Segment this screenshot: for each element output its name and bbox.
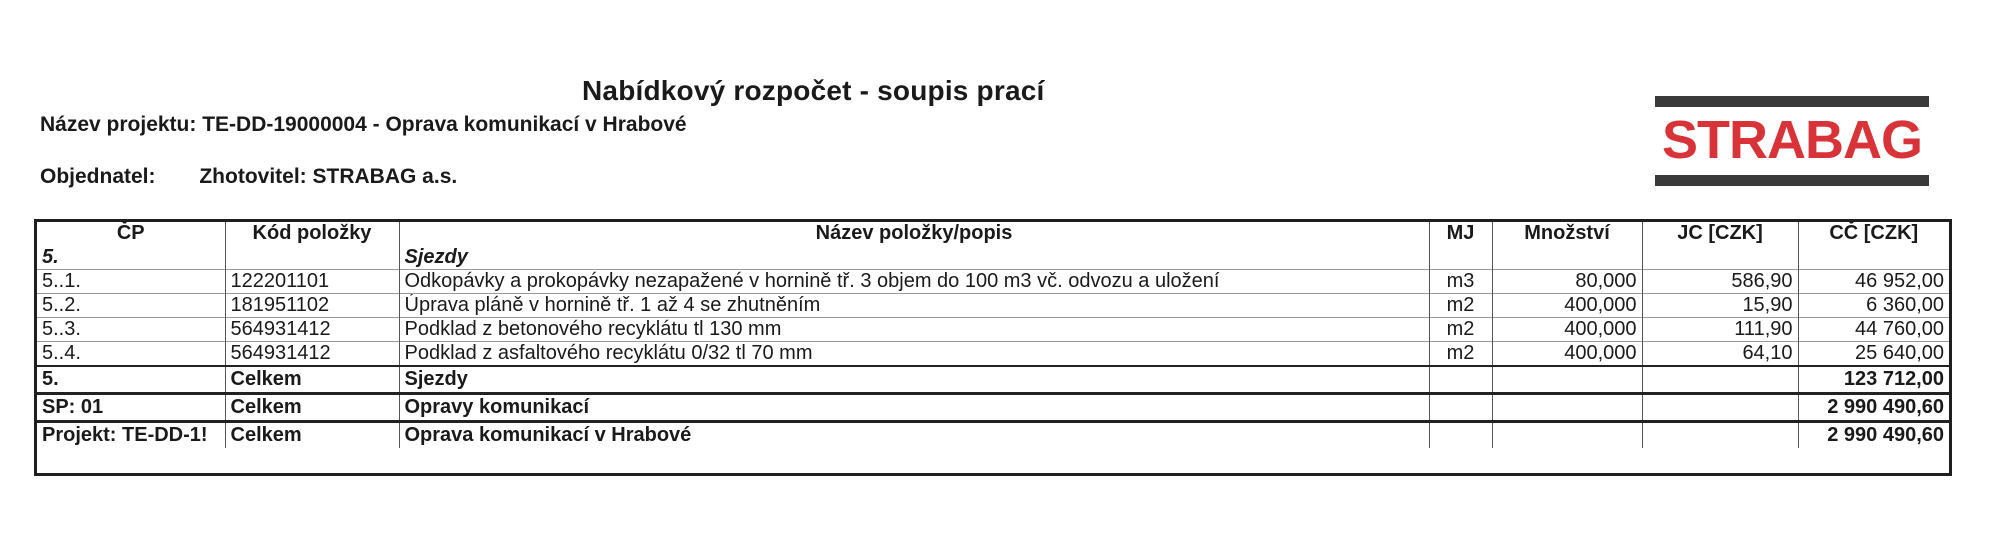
- item-total-price: 25 640,00: [1798, 342, 1949, 367]
- client-contractor-line: [40, 165, 457, 189]
- table-row: [37, 294, 1949, 318]
- item-name: Podklad z asfaltového recyklátu 0/32 tl 70 mm: [399, 342, 1429, 367]
- table-row: [37, 318, 1949, 342]
- empty-cell: [1429, 394, 1492, 422]
- empty-cell: [1492, 422, 1642, 449]
- item-code: 564931412: [225, 318, 399, 342]
- item-quantity: 400,000: [1492, 342, 1642, 367]
- col-header-quantity: Množství: [1492, 222, 1642, 246]
- table-header-row: [37, 222, 1949, 246]
- logo-wordmark: STRABAG: [1662, 110, 1922, 170]
- item-total-price: 46 952,00: [1798, 270, 1949, 294]
- item-unit: m3: [1429, 270, 1492, 294]
- project-name: Název projektu: TE-DD-19000004 - Oprava komunikací v Hrabové: [40, 113, 687, 136]
- total-name: Opravy komunikací: [399, 394, 1429, 422]
- total-value: 2 990 490,60: [1798, 394, 1949, 422]
- item-cp: 5..4.: [37, 342, 225, 367]
- empty-cell: [1642, 422, 1798, 449]
- item-name: Úprava pláně v hornině tř. 1 až 4 se zhutněním: [399, 294, 1429, 318]
- total-value: 2 990 490,60: [1798, 422, 1949, 449]
- total-cp: SP: 01: [37, 394, 225, 422]
- total-cp: Projekt: TE-DD-1!: [37, 422, 225, 449]
- total-cp: 5.: [37, 366, 225, 394]
- table-row: [37, 270, 1949, 294]
- item-unit: m2: [1429, 294, 1492, 318]
- total-name: Oprava komunikací v Hrabové: [399, 422, 1429, 449]
- item-quantity: 80,000: [1492, 270, 1642, 294]
- item-code: 564931412: [225, 342, 399, 367]
- total-label: Celkem: [225, 422, 399, 449]
- item-quantity: 400,000: [1492, 294, 1642, 318]
- logo-bottom-bar: [1655, 175, 1929, 186]
- logo-top-bar: [1655, 96, 1929, 107]
- section-row: [37, 246, 1949, 270]
- col-header-total-price: CČ [CZK]: [1798, 222, 1949, 246]
- item-unit: m2: [1429, 342, 1492, 367]
- item-code: 122201101: [225, 270, 399, 294]
- total-label: Celkem: [225, 394, 399, 422]
- col-header-code: Kód položky: [225, 222, 399, 246]
- item-unit-price: 15,90: [1642, 294, 1798, 318]
- section-code: [225, 246, 399, 270]
- subproject-total-row: [37, 394, 1949, 422]
- empty-cell: [1492, 366, 1642, 394]
- item-quantity: 400,000: [1492, 318, 1642, 342]
- empty-cell: [1642, 366, 1798, 394]
- empty-cell: [1798, 246, 1949, 270]
- item-cp: 5..1.: [37, 270, 225, 294]
- col-header-unit-price: JC [CZK]: [1642, 222, 1798, 246]
- total-name: Sjezdy: [399, 366, 1429, 394]
- budget-table: [34, 219, 1952, 476]
- table-row: [37, 342, 1949, 367]
- contractor-name: Zhotovitel: STRABAG a.s.: [199, 165, 458, 188]
- item-cp: 5..3.: [37, 318, 225, 342]
- item-unit-price: 586,90: [1642, 270, 1798, 294]
- item-cp: 5..2.: [37, 294, 225, 318]
- item-unit: m2: [1429, 318, 1492, 342]
- section-name: Sjezdy: [399, 246, 1429, 270]
- section-total-row: [37, 366, 1949, 394]
- col-header-unit: MJ: [1429, 222, 1492, 246]
- item-name: Odkopávky a prokopávky nezapažené v hornině tř. 3 objem do 100 m3 vč. odvozu a uložení: [399, 270, 1429, 294]
- document-title: Nabídkový rozpočet - soupis prací: [582, 75, 1045, 106]
- client-label: Objednatel:: [40, 165, 156, 188]
- empty-cell: [1642, 394, 1798, 422]
- item-total-price: 6 360,00: [1798, 294, 1949, 318]
- item-unit-price: 64,10: [1642, 342, 1798, 367]
- strabag-logo: [1655, 96, 1929, 186]
- total-value: 123 712,00: [1798, 366, 1949, 394]
- item-unit-price: 111,90: [1642, 318, 1798, 342]
- item-code: 181951102: [225, 294, 399, 318]
- empty-cell: [1429, 246, 1492, 270]
- section-cp: 5.: [42, 246, 59, 268]
- project-total-row: [37, 422, 1949, 449]
- empty-cell: [1429, 366, 1492, 394]
- empty-cell: [1492, 394, 1642, 422]
- col-header-name: Název položky/popis: [399, 222, 1429, 246]
- total-label: Celkem: [225, 366, 399, 394]
- empty-cell: [1429, 422, 1492, 449]
- empty-cell: [1492, 246, 1642, 270]
- col-header-cp: ČP: [116, 222, 145, 244]
- empty-cell: [1642, 246, 1798, 270]
- item-name: Podklad z betonového recyklátu tl 130 mm: [399, 318, 1429, 342]
- item-total-price: 44 760,00: [1798, 318, 1949, 342]
